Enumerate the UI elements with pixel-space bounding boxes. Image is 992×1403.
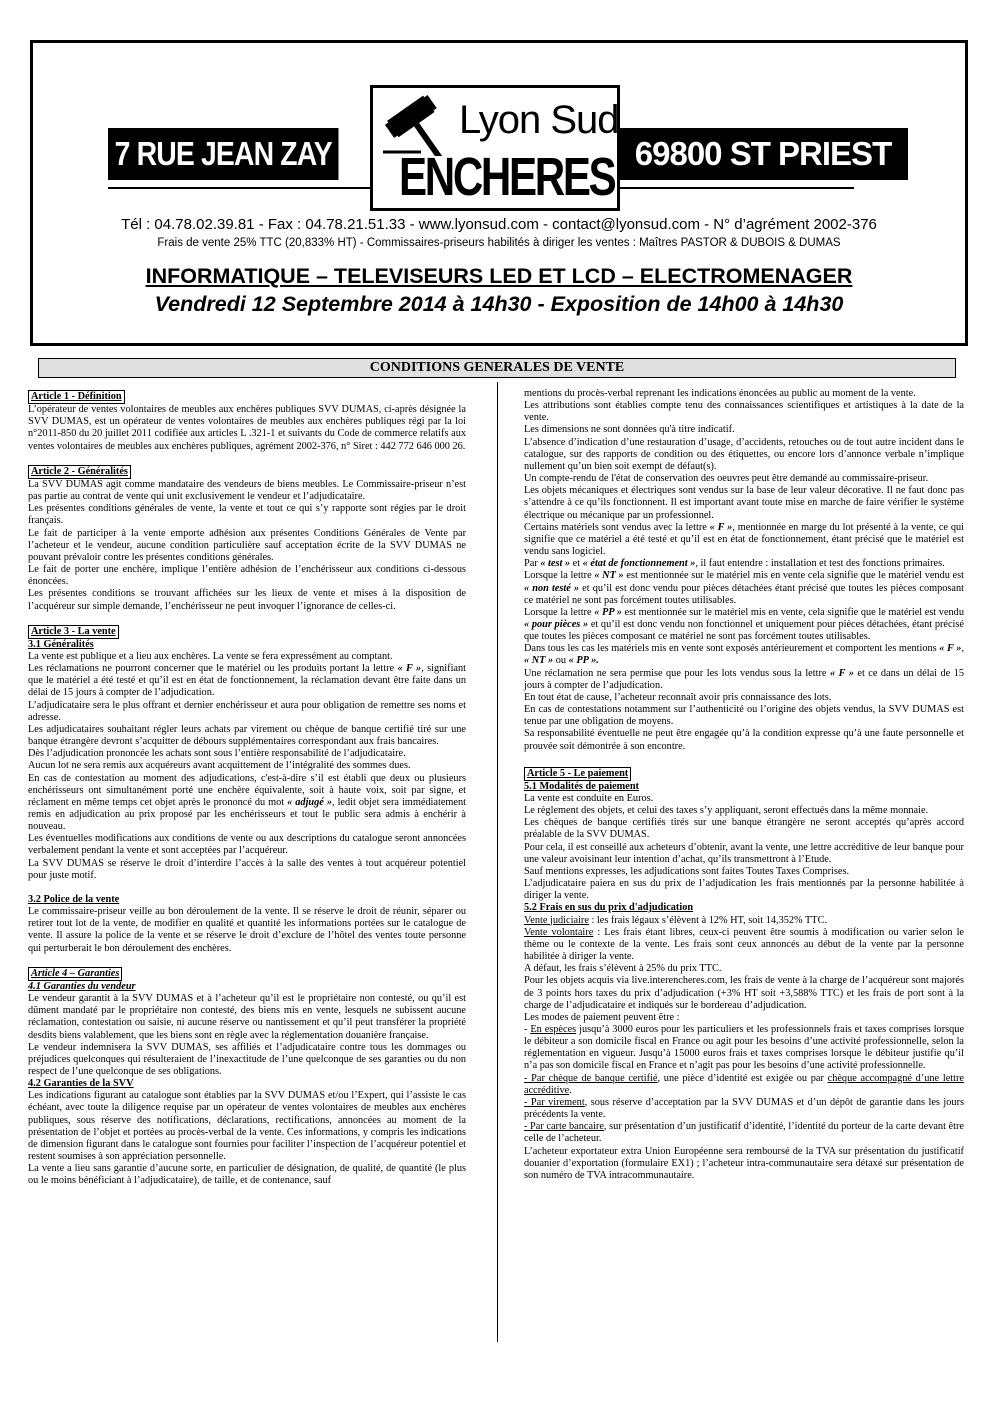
paragraph: La vente est conduite en Euros. xyxy=(524,793,654,804)
paragraph: - Par carte bancaire, sur présentation d’un justificatif d’identité, l’identité du porteur de la carte devant être celle de l’acheteur. xyxy=(524,1121,964,1145)
paragraph: En cas de contestation au moment des adjudications, c'est-à-dire s’il est établi que deux ou plusieurs enchérisseurs ont simultanément porté une enchère équivalente, soit à haute voix, soit par signe, et réclament en même temps cet objet après le prononcé du mot « adjugé », ledit objet sera immédiatement remis en adjudication au prix proposé par les enchérisseurs et tout le public sera admis à enchérir à nouveau. xyxy=(28,772,466,833)
paragraph: Vente judiciaire : les frais légaux s’élèvent à 12% HT, soit 14,352% TTC. xyxy=(524,914,828,926)
paragraph: Le vendeur indemnisera la SVV DUMAS, ses affiliés et l’adjudicataire contre tous les dommages ou préjudices quelconques qui résulteraient de l’inexactitude de l’une quelconque de ses garanties ou du non respect de l’une quelconque de ses obligations. xyxy=(28,1041,466,1077)
paragraph: L’acheteur exportateur extra Union Européenne sera remboursé de la TVA sur présentation du justificatif douanier d’exportation (formulaire EX1) ; l’acheteur intra-communautaire sera détaxé sur présentation de son numéro de TVA intracommunautaire. xyxy=(524,1145,964,1181)
subsection-title: 4.1 Garanties du vendeur xyxy=(28,980,136,992)
article-2-title: Article 2 - Généralités xyxy=(28,465,131,479)
street-address: 7 RUE JEAN ZAY xyxy=(108,128,338,180)
paragraph: L’absence d’indication d’une restauration d’usage, d’accidents, retouches ou de tout autre incident dans le catalogue, sur des rapports de condition ou des étiquettes, ou encore lors d’annonce verbale n’implique nullement qu’un bien soit exempt de défaut(s). xyxy=(524,436,964,472)
paragraph: En cas de contestations notamment sur l’authenticité ou l’origine des objets vendus, la SVV DUMAS est tenue par une obligation de moyens. xyxy=(524,704,964,728)
paragraph: Le commissaire-priseur veille au bon déroulement de la vente. Il se réserve le droit de réunir, séparer ou retirer tout lot de la vente, de modifier en qualité et quantité les informations portées sur le catalogue de vente. Il assure la police de la vente et se réserve le droit d’exclure de l’hôtel des ventes toute personne qui perturberait le bon déroulement des enchères. xyxy=(28,906,466,954)
article-4-title: Article 4 – Garanties xyxy=(28,967,122,981)
paragraph: L’opérateur de ventes volontaires de meubles aux enchères publiques SVV DUMAS, ci-après désignée la SVV DUMAS, est un opérateur de ventes volontaires de meubles aux enchères publiques régi par la loi n°2011-850 du 20 juillet 2011 codifiée aux articles L .321-1 et suivants du Code de commerce relatifs aux ventes volontaires de meubles aux enchères publiques, agrément 2002-376, n° Siret : 442 772 646 000 26. xyxy=(28,404,466,452)
paragraph: L’adjudicataire paiera en sus du prix de l’adjudication les frais mentionnés par la personne habilitée à diriger la vente. xyxy=(524,878,964,902)
left-column xyxy=(28,388,466,1188)
article-1-title: Article 1 - Définition xyxy=(28,390,125,404)
sale-date: Vendredi 12 Septembre 2014 à 14h30 - Exposition de 14h00 à 14h30 xyxy=(154,292,844,316)
column-divider xyxy=(497,382,498,1342)
paragraph: Dans tous les cas les matériels mis en vente sont exposés antérieurement et comportent les mentions « F », « NT » ou « PP ». xyxy=(524,643,965,667)
subsection-title: 3.2 Police de la vente xyxy=(28,893,120,905)
paragraph: Aucun lot ne sera remis aux acquéreurs avant acquittement de l’intégralité des sommes dues. xyxy=(28,760,411,772)
subsection-title: 5.2 Frais en sus du prix d'adjudication xyxy=(524,902,694,914)
paragraph: Lorsque la lettre « PP » est mentionnée sur le matériel mis en vente, cela signifie que le matériel est vendu « pour pièces » et qu’il est donc vendu non fonctionnel et uniquement pour pièces détachées, étant précisé que toutes les pièces composant ce matériel ne sont pas forcément toutes utilisables. xyxy=(524,606,964,643)
paragraph: - En espèces jusqu’à 3000 euros pour les particuliers et les professionnels frais et taxes comprises lorsque le débiteur a son domicile fiscal en France ou agit pour les besoins d’une activité professionnelle, selon la réglementation en vigueur. Jusqu’à 15000 euros frais et taxes comprises lorsque le débiteur justifie qu’il n’a pas son domicile fiscal en France et n’agit pas pour les besoins d’une activité professionnelle. xyxy=(524,1023,965,1072)
paragraph: La SVV DUMAS agit comme mandataire des vendeurs de biens meubles. Le Commissaire-priseur n’est pas partie au contrat de vente qui unit exclusivement le vendeur et l’adjudicataire. xyxy=(28,478,466,503)
paragraph: En tout état de cause, l’acheteur reconnaît avoir pris connaissance des lots. xyxy=(524,691,832,703)
paragraph: Par « test » et « état de fonctionnement », il faut entendre : installation et test des fonctions primaires. xyxy=(524,558,945,570)
sale-title: INFORMATIQUE – TELEVISEURS LED ET LCD – ELECTROMENAGER xyxy=(145,264,853,288)
subsection-title: 3.1 Généralités xyxy=(28,638,94,650)
paragraph: Certains matériels sont vendus avec la lettre « F », mentionnée en marge du lot présenté à la vente, ce qui signifie que ce matériel a été testé et qu’il est en état de fonctionnement, étant précisé que le matériel est vendu sans logiciel. xyxy=(524,521,964,558)
paragraph: Pour cela, il est conseillé aux acheteurs d’obtenir, avant la vente, une lettre accréditive de leur banque pour une valeur avoisinant leur intention d’achat, qu’ils transmettront à l’Etude. xyxy=(524,841,964,865)
paragraph: Vente volontaire : Les frais étant libres, ceux-ci peuvent être soumis à modification ou varier selon le thème ou le contexte de la vente. Les frais sont ceux annoncés au début de la vente par la personne habilitée à diriger la vente. xyxy=(524,926,965,963)
paragraph: Les adjudicataires souhaitant régler leurs achats par virement ou chèque de banque certifié tiré sur une banque étrangère devront s’acquitter de débours supplémentaires correspondant aux frais bancaires. xyxy=(28,723,466,748)
paragraph: Un compte-rendu de l'état de conservation des oeuvres peut être demandé au commissaire-priseur. xyxy=(524,473,929,485)
paragraph: Sa responsabilité éventuelle ne peut être engagée qu’à la condition expresse qu’à une faute personnelle et prouvée soit démontrée à son encontre. xyxy=(524,728,964,752)
city-address: 69800 ST PRIEST xyxy=(618,128,908,180)
paragraph: Lorsque la lettre « NT » est mentionnée sur le matériel mis en vente cela signifie que le matériel vendu est « non testé » et qu’il est donc vendu pour pièces détachées étant précisé que toutes les pièces composant ce matériel ne sont pas forcément toutes utilisables. xyxy=(524,570,965,606)
logo xyxy=(370,85,620,211)
paragraph: Dès l’adjudication prononcée les achats sont sous l’entière responsabilité de l’adjudicataire. xyxy=(28,748,406,760)
paragraph: L’adjudicataire sera le plus offrant et dernier enchérisseur et aura pour obligation de remettre ses noms et adresse. xyxy=(28,699,466,723)
divider-line-left xyxy=(108,187,370,189)
paragraph: mentions du procès-verbal reprenant les indications énoncées au public au moment de la vente. xyxy=(524,388,916,399)
paragraph: Pour les objets acquis via live.interencheres.com, les frais de vente à la charge de l’acquéreur sont majorés de 3 points hors taxes du prix d’adjudication (+3% HT soit +3,588% TTC) et les frais de port sont à la charge de l’adjudicataire et indiqués sur le bordereau d’adjudication. xyxy=(524,975,964,1011)
paragraph: Les éventuelles modifications aux conditions de vente ou aux descriptions du catalogue seront annoncées verbalement pendant la vente et sont acceptées par l’acquéreur. xyxy=(28,833,466,857)
paragraph: Les modes de paiement peuvent être : xyxy=(524,1011,680,1023)
divider-line-right xyxy=(620,187,854,189)
paragraph: La SVV DUMAS se réserve le droit d’interdire l’accès à la salle des ventes à tout acquéreur potentiel pour juste motif. xyxy=(28,857,466,881)
paragraph: Les présentes conditions se trouvant affichées sur les lieux de vente et mises à la disposition de l’acquéreur sur simple demande, l’enchérisseur ne peut invoquer l’ignorance de celles-ci. xyxy=(28,588,466,612)
logo-text-top: Lyon Sud xyxy=(459,98,619,142)
paragraph: Le fait de participer à la vente emporte adhésion aux présentes Conditions Générales de Vente par l’acheteur et le vendeur, aucune condition particulière sauf acceptation écrite de la SVV DUMAS ne pouvant prévaloir contre les présentes conditions générales. xyxy=(28,527,466,563)
paragraph: Une réclamation ne sera permise que pour les lots vendus sous la lettre « F » et ce dans un délai de 15 jours à compter de l’adjudication. xyxy=(524,667,965,691)
paragraph: Le règlement des objets, et celui des taxes s’y appliquant, seront effectués dans la même monnaie. xyxy=(524,805,929,817)
fees-line: Frais de vente 25% TTC (20,833% HT) - Commissaires-priseurs habilités à diriger les ventes : Maîtres PASTOR & DUBOIS & DUMAS xyxy=(157,237,841,249)
paragraph: Les réclamations ne pourront concerner que le matériel ou les produits portant la lettre « F », signifiant que le matériel a été testé et qu’il est en état de fonctionnement, la réclamation devant être faite dans un délai de 15 jours à compter de l’adjudication. xyxy=(28,663,467,699)
paragraph: Le fait de porter une enchère, implique l’entière adhésion de l’enchérisseur aux conditions ci-dessous énoncées. xyxy=(28,564,466,588)
logo-text-bottom: ENCHERES xyxy=(399,147,615,207)
paragraph: Les objets mécaniques et électriques sont vendus sur la base de leur valeur décorative. Il ne faut donc pas s’attendre à ce qu’ils fonctionnent. Il est important avant toute mise en marche de faire vérifier le système électrique ou mécanique par un professionnel. xyxy=(524,485,964,521)
subsection-title: 4.2 Garanties de la SVV xyxy=(28,1078,134,1090)
contact-line: Tél : 04.78.02.39.81 - Fax : 04.78.21.51.33 - www.lyonsud.com - contact@lyonsud.com - N° d’agrément 2002-376 xyxy=(121,216,877,233)
paragraph: Le vendeur garantit à la SVV DUMAS et à l’acheteur qu’il est le propriétaire non contesté, ou qu’il est dûment mandaté par le propriétaire non contesté, des biens mis en vente, lesquels ne subissent aucune réclamation, contestation ou saisie, ni aucune réserve ou nantissement et qu’il peut transférer la propriété desdits biens valablement, que les biens sont en règle avec la réglementation douanière française. xyxy=(28,993,466,1041)
paragraph: Les attributions sont établies compte tenu des connaissances scientifiques et artistiques à la date de la vente. xyxy=(524,400,964,424)
paragraph: - Par chèque de banque certifié, une pièce d’identité est exigée ou par chèque accompagné d’une lettre accréditive. xyxy=(524,1072,965,1096)
paragraph: La vente est publique et a lieu aux enchères. La vente se fera expressément au comptant. xyxy=(28,650,393,662)
subsection-title: 5.1 Modalités de paiement xyxy=(524,780,639,792)
paragraph: Sauf mentions expresses, les adjudications sont faites Toutes Taxes Comprises. xyxy=(524,865,850,877)
paragraph: Les indications figurant au catalogue sont établies par la SVV DUMAS et/ou l’Expert, qui l’assiste le cas échéant, avec toute la diligence requise par un opérateur de ventes volontaires de meubles aux enchères publiques, sous réserve des notifications, déclarations, rectifications, annoncées au moment de la présentation de l’objet et portées au procès-verbal de la vente. Ces informations, y compris les indications de dimension figurant dans le catalogue sont fournies pour faciliter l’inspection de l’acquéreur potentiel et restent soumises à son appréciation personnelle. xyxy=(28,1090,466,1163)
paragraph: Les dimensions ne sont données qu'à titre indicatif. xyxy=(524,424,735,436)
right-column xyxy=(524,388,964,1182)
article-5-title: Article 5 - Le paiement xyxy=(524,767,631,781)
paragraph: La vente a lieu sans garantie d’aucune sorte, en particulier de désignation, de qualité, de quantité (le plus ou le moins bénéficiant à l’adjudicataire), de taille, et de contenance, sauf xyxy=(28,1163,466,1187)
paragraph: Les présentes conditions générales de vente, la vente et tout ce qui s’y rapporte sont régies par le droit français. xyxy=(28,503,466,527)
cgv-title: CONDITIONS GENERALES DE VENTE xyxy=(38,358,956,378)
paragraph: A défaut, les frais s’élèvent à 25% du prix TTC. xyxy=(524,963,722,975)
paragraph: Les chèques de banque certifiés tirés sur une banque étrangère ne seront acceptés qu’après accord préalable de la SVV DUMAS. xyxy=(524,817,964,841)
paragraph: - Par virement, sous réserve d’acceptation par la SVV DUMAS et d’un dépôt de garantie dans les jours précédents la vente. xyxy=(524,1096,964,1121)
article-3-title: Article 3 - La vente xyxy=(28,625,119,639)
